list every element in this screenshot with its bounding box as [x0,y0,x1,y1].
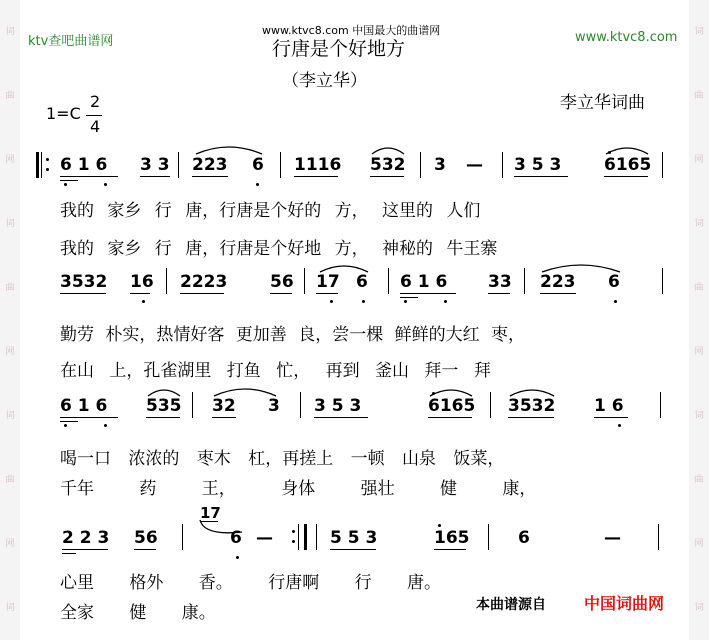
underline [400,297,418,298]
lyrics-verse-2: 我的 家乡 行 唐，行唐是个好地 方， 神秘的 牛王寨 [60,239,498,259]
barline [420,152,421,178]
underline [434,549,466,550]
note-group: 535 [146,396,182,416]
underline [60,421,78,422]
barline [662,268,663,294]
singer-name: （李立华） [282,71,367,91]
slur [508,384,556,398]
note-group: 6 1 6 [60,396,108,416]
side-char: 词 [5,27,15,37]
barline [182,524,183,550]
note-group: 6 [230,528,242,548]
side-char: 词 [5,603,15,613]
barline [388,268,389,294]
side-char: 网 [5,155,15,165]
watermark-right: www.ktvc8.com [575,30,678,45]
note-group: 6 [608,272,620,292]
side-char: 词 [694,603,704,613]
barline [298,524,299,550]
lyrics-verse-2: 千年 药 王， 身体 强壮 健 康， [60,479,537,499]
note-group: 165 [434,528,470,548]
repeat-dot [292,530,295,533]
underline [488,293,510,294]
note-group: 16 [130,272,154,292]
barline [166,268,167,294]
note-group: 17 [316,272,340,292]
barline [658,524,659,550]
underline [594,417,628,418]
grace-note: 17 [200,504,221,522]
underline [192,176,228,177]
note-group: 56 [270,272,294,292]
barline [488,524,489,550]
upper-octave-dot [438,524,441,527]
lower-octave-dot [104,424,107,427]
side-char: 词 [694,219,704,229]
side-char: 曲 [5,283,15,293]
note-group: 56 [134,528,158,548]
lyrics-verse-2: 在山 上，孔雀湖里 打鱼 忙， 再到 釜山 拜一 拜 [60,361,491,381]
note-group: 33 [488,272,512,292]
note-group: 6 [518,528,530,548]
note-group: 6165 [604,155,652,175]
note-group: 6 [356,272,368,292]
underline [330,549,376,550]
underline [314,417,368,418]
lower-octave-dot [330,300,333,303]
underline [62,553,76,554]
side-char: 网 [694,155,704,165]
slur [318,260,370,274]
source-label: 本曲谱源自 [476,597,546,613]
side-char: 网 [5,539,15,549]
side-char: 曲 [694,91,704,101]
repeat-barline [304,524,307,550]
lyrics-verse-1: 我的 家乡 行 唐，行唐是个好的 方， 这里的 人们 [60,201,481,221]
underline [270,293,292,294]
repeat-barline-thin [41,152,42,178]
left-side-strip [0,0,20,640]
side-char: 网 [5,347,15,357]
side-char: 词 [694,411,704,421]
lyrics-verse-1: 勤劳 朴实，热情好客 更加善 良，尝一棵 鲜鲜的大红 枣， [60,325,526,345]
note-group: 2223 [180,272,228,292]
note-group: 6 [252,155,264,175]
barline [304,268,305,294]
note-group: 2 2 3 [62,528,110,548]
lyrics-verse-2: 全家 健 康。 [60,603,216,623]
note-group: 3 5 3 [514,155,562,175]
barline [502,152,503,178]
note-group: 3 [434,155,446,175]
note-group: 223 [540,272,576,292]
right-side-strip [689,0,709,640]
lyrics-verse-1: 心里 格外 香。 行唐啊 行 唐。 [60,573,442,593]
note-group: 3532 [508,396,556,416]
source-name: 中国词曲网 [584,594,665,613]
underline [140,176,170,177]
dash: — [256,528,273,548]
barline [524,268,525,294]
note-group: 223 [192,155,228,175]
underline [428,417,472,418]
side-char: 曲 [694,283,704,293]
underline [370,176,404,177]
slur [146,384,182,398]
barline [280,152,281,178]
barline [662,152,663,178]
slur [540,260,622,274]
credit: 李立华词曲 [560,93,645,113]
side-char: 网 [694,347,704,357]
side-char: 网 [694,539,704,549]
barline [316,524,317,550]
dash: — [466,155,483,175]
underline [514,176,568,177]
slur [370,142,406,156]
time-signature-line [86,115,102,116]
lyrics-verse-1: 喝一口 浓浓的 枣木 杠，再搓上 一顿 山泉 饭菜， [60,449,505,469]
underline [146,417,180,418]
lower-octave-dot [362,300,365,303]
barline [660,392,661,418]
underline [540,293,576,294]
note-group: 6 1 6 [60,155,108,175]
note-group: 3 [268,396,280,416]
note-group: 32 [212,396,236,416]
song-title: 行唐是个好地方 [272,38,406,60]
watermark-left: ktv查吧曲谱网 [28,34,114,49]
lower-octave-dot [104,183,107,186]
barline [178,152,179,178]
note-group: 6 1 6 [400,272,448,292]
underline [294,176,338,177]
repeat-dot [292,540,295,543]
underline [60,176,118,177]
slur [212,384,278,398]
time-signature-bottom: 4 [90,117,101,136]
underline [62,549,108,550]
underline [134,549,156,550]
repeat-dot [46,168,49,171]
lower-octave-dot [256,183,259,186]
note-group: 1 6 [594,396,624,416]
time-signature-top: 2 [90,92,101,111]
note-group: 3 3 [140,155,170,175]
underline [60,293,106,294]
underline [60,180,78,181]
side-char: 词 [5,219,15,229]
lower-octave-dot [618,424,621,427]
slur [428,384,474,398]
side-char: 曲 [5,91,15,101]
watermark-top: www.ktvc8.com 中国最大的曲谱网 [262,24,441,37]
note-group: 532 [370,155,406,175]
note-group: 3532 [60,272,108,292]
underline [60,417,118,418]
note-group: 3 5 3 [314,396,362,416]
note-group: 5 5 3 [330,528,378,548]
grace-slur [198,514,244,538]
note-group: 6165 [428,396,476,416]
barline [192,392,193,418]
underline [130,293,150,294]
repeat-dot [46,158,49,161]
lower-octave-dot [64,424,67,427]
dash: — [604,528,621,548]
slur [194,142,264,156]
side-char: 词 [694,27,704,37]
underline [212,417,236,418]
lower-octave-dot [614,300,617,303]
underline [508,417,554,418]
underline [180,293,224,294]
slur [604,142,650,156]
lower-octave-dot [404,300,407,303]
lower-octave-dot [236,556,239,559]
underline [316,293,338,294]
lower-octave-dot [64,183,67,186]
underline [400,293,456,294]
note-group: 1116 [294,155,342,175]
lower-octave-dot [444,300,447,303]
key-signature: 1=C [46,104,81,123]
barline [300,392,301,418]
underline [604,176,648,177]
side-char: 词 [5,411,15,421]
side-char: 曲 [694,475,704,485]
repeat-barline [36,152,39,178]
lower-octave-dot [142,300,145,303]
side-char: 曲 [5,475,15,485]
barline [490,392,491,418]
